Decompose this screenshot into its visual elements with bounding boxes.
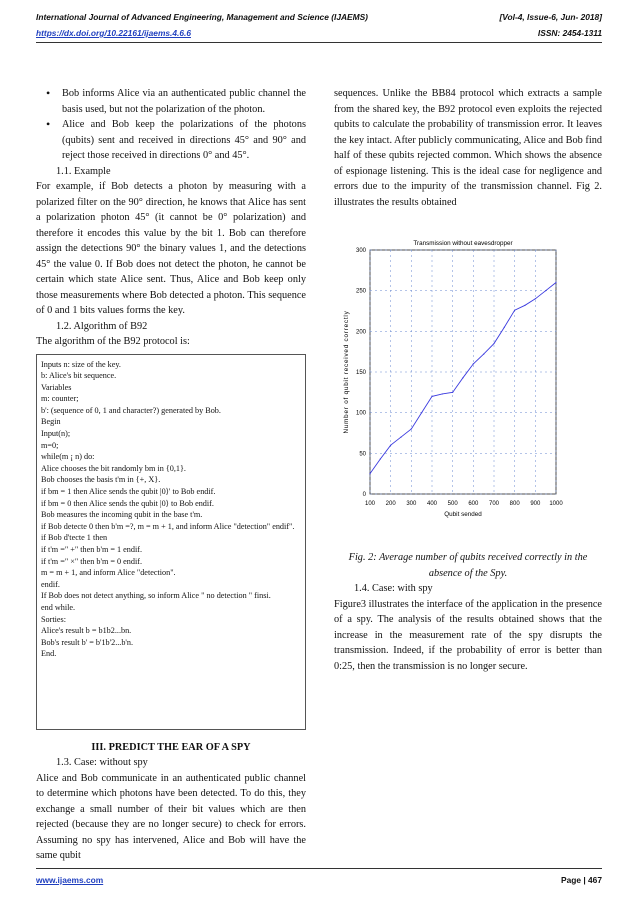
case-heading: 1.3. Case: without spy <box>56 757 148 768</box>
spy-heading: 1.4. Case: with spy <box>354 583 433 594</box>
algorithm-line: Alice's result b = b1b2...bn. <box>41 626 132 636</box>
algorithm-line: Begin <box>41 417 61 427</box>
algorithm-line: m = m + 1, and inform Alice "detection". <box>41 568 176 578</box>
algorithm-line: if Bob detecte 0 then b'm =?, m = m + 1, and inform Alice "detection" endif". <box>41 521 295 531</box>
bullet-item: • Bob informs Alice via an authenticated public channel the basis used, but not the polarization of the photon. <box>44 86 306 117</box>
algorithm-line: b: Alice's bit sequence. <box>41 371 117 381</box>
y-tick-label: 150 <box>355 370 366 376</box>
data-point <box>400 436 401 437</box>
algorithm-line: Bob's result b' = b'1b'2...b'n. <box>41 637 134 647</box>
algorithm-line: If Bob does not detect anything, so inform Alice " no detection " finsi. <box>41 591 271 601</box>
doi-link[interactable]: https://dx.doi.org/10.22161/ijaems.4.6.6 <box>36 28 191 38</box>
y-tick-label: 200 <box>355 329 366 336</box>
data-point <box>421 412 422 413</box>
x-tick-label: 700 <box>488 501 500 507</box>
algorithm-line: if bm = 1 then Alice sends the qubit |0⟩' to Bob endif. <box>41 487 216 497</box>
y-tick-label: 300 <box>355 248 366 254</box>
case-paragraph: Alice and Bob communicate in an authenticated public channel to determine which photons have been detected. To do this, they exchange a small number of their bit values which are then rejected (because they are no longer secure) to check for errors. Assuming no spy has intervened, Alice and Bob will have the same qubit <box>36 772 306 861</box>
y-axis-label: Number of qubit received correctly <box>343 310 350 434</box>
x-tick-label: 1000 <box>549 501 563 507</box>
data-point <box>431 396 432 397</box>
header-rule <box>36 42 602 43</box>
data-point <box>545 290 546 291</box>
algorithm-line: end while. <box>41 602 76 612</box>
x-tick-label: 300 <box>406 501 417 507</box>
x-tick-label: 800 <box>509 501 520 507</box>
algorithm-line: m: counter; <box>41 394 79 404</box>
x-tick-label: 500 <box>447 501 458 507</box>
spy-paragraph: Figure3 illustrates the interface of the application in the presence of a spy. The analysis of the results obtained shows that the increase in the measurement rate of the spy disrupts the transmission. Indeed, if the probability of error is better than 0:25, then the transmission is no longer secure. <box>334 598 602 672</box>
algorithm-line: Input(n); <box>41 429 71 439</box>
example-heading: 1.1. Example <box>56 165 111 177</box>
data-point <box>504 327 505 328</box>
section-title: III. PREDICT THE EAR OF A SPY <box>91 741 251 753</box>
x-tick-label: 200 <box>385 501 396 507</box>
algorithm-line: Inputs n: size of the key. <box>41 359 121 369</box>
data-point <box>473 363 474 364</box>
data-point <box>493 343 494 344</box>
volume-info: [Vol-4, Issue-6, Jun- 2018] <box>499 12 602 22</box>
algorithm-line: if t'm =" ×" then b'm = 0 endif. <box>41 556 143 566</box>
data-point <box>483 354 484 355</box>
right-top-paragraph: sequences. Unlike the BB84 protocol which extracts a sample from the shared key, the B92 protocol even exploits the rejected qubits to calculate the probability of transmission error. It leaves the key intact. After publicly communicating, Alice and Bob find half of these qubits rejected common. Which shows the absence of espionage listening. This is the ideal case for negligence and errors due to the impurity of the transmission channel. Fig 2. illustrates the results obtained <box>334 88 602 208</box>
chart-title: Transmission without eavesdropper <box>413 240 513 247</box>
example-paragraph: For example, if Bob detects a photon by measuring with a polarized filter on the 90° direction, he knows that Alice has sent a polarization photon 45° (it cannot be 0° polarization) and therefore it encodes this value by the bit 1. Bob can therefore assign the detections 90° the binary values 1, and the detections 45° the value 0. If Bob does not detect the photon, he cannot be certain which state Alice sent. Thus, Alice and Bob keep only those measurements where Bob detected a photon. This sequence of 0 and 1 bits values forms the key. <box>36 181 306 316</box>
algorithm-box <box>36 354 306 730</box>
algorithm-line: Bob chooses the basis t'm in {+, X}. <box>41 475 161 485</box>
algorithm-line: if bm = 0 then Alice sends the qubit |0⟩ to Bob endif. <box>41 498 214 508</box>
data-point <box>452 392 453 393</box>
data-point <box>462 377 463 378</box>
issn: ISSN: 2454-1311 <box>537 28 602 38</box>
data-point <box>524 305 525 306</box>
algorithm-intro: The algorithm of the B92 protocol is: <box>36 336 190 347</box>
footer-rule <box>36 868 602 869</box>
data-point <box>369 473 370 474</box>
y-tick-label: 0 <box>362 492 366 498</box>
y-tick-label: 250 <box>355 288 366 295</box>
algorithm-line: while(m ¡ n) do: <box>41 452 95 462</box>
journal-name: International Journal of Advanced Engineering, Management and Science (IJAEMS) <box>36 12 368 22</box>
algorithm-line: if Bob d'tecte 1 then <box>41 533 108 543</box>
plot-frame <box>370 250 556 494</box>
algorithm-line: Alice chooses the bit randomly bm in {0,1}. <box>41 463 186 473</box>
bullet-item: • Alice and Bob keep the polarizations of the photons (qubits) sent and received in directions 45° and 90° and reject those received in directions 0° and 45°. <box>44 117 306 164</box>
right-column <box>334 86 602 674</box>
transmission-chart <box>334 226 602 546</box>
algorithm-line: endif. <box>41 579 60 589</box>
algorithm-line: End. <box>41 649 57 659</box>
algorithm-line: m=0; <box>41 440 59 450</box>
data-point <box>411 428 412 429</box>
algorithm-line: Variables <box>41 382 72 392</box>
algorithm-line: Bob measures the incoming qubit in the base t'm. <box>41 510 203 520</box>
algorithm-line: Sorties: <box>41 614 67 624</box>
left-column <box>36 86 306 864</box>
data-point <box>442 393 443 394</box>
x-tick-label: 900 <box>530 501 541 507</box>
x-tick-label: 600 <box>468 501 479 507</box>
figure-caption: Fig. 2: Average number of qubits received correctly in the absence of the Spy. <box>348 552 588 579</box>
data-point <box>390 445 391 446</box>
data-point <box>380 458 381 459</box>
bullet-list <box>36 86 306 164</box>
algorithm-line: if t'm =" +" then b'm = 1 endif. <box>41 545 143 554</box>
algorithm-heading: 1.2. Algorithm of B92 <box>56 320 148 332</box>
page-number: Page | 467 <box>561 875 602 885</box>
x-tick-label: 400 <box>426 501 438 507</box>
data-point <box>555 282 556 283</box>
data-point <box>535 298 536 299</box>
figure-2 <box>334 226 602 546</box>
algorithm-line: b': (sequence of 0, 1 and character?) generated by Bob. <box>41 405 221 415</box>
site-link[interactable]: www.ijaems.com <box>36 875 104 885</box>
data-point <box>514 310 515 311</box>
y-tick-label: 100 <box>355 410 366 417</box>
x-tick-label: 100 <box>364 501 376 507</box>
y-tick-label: 50 <box>359 451 366 458</box>
x-axis-label: Qubit sended <box>444 511 482 518</box>
